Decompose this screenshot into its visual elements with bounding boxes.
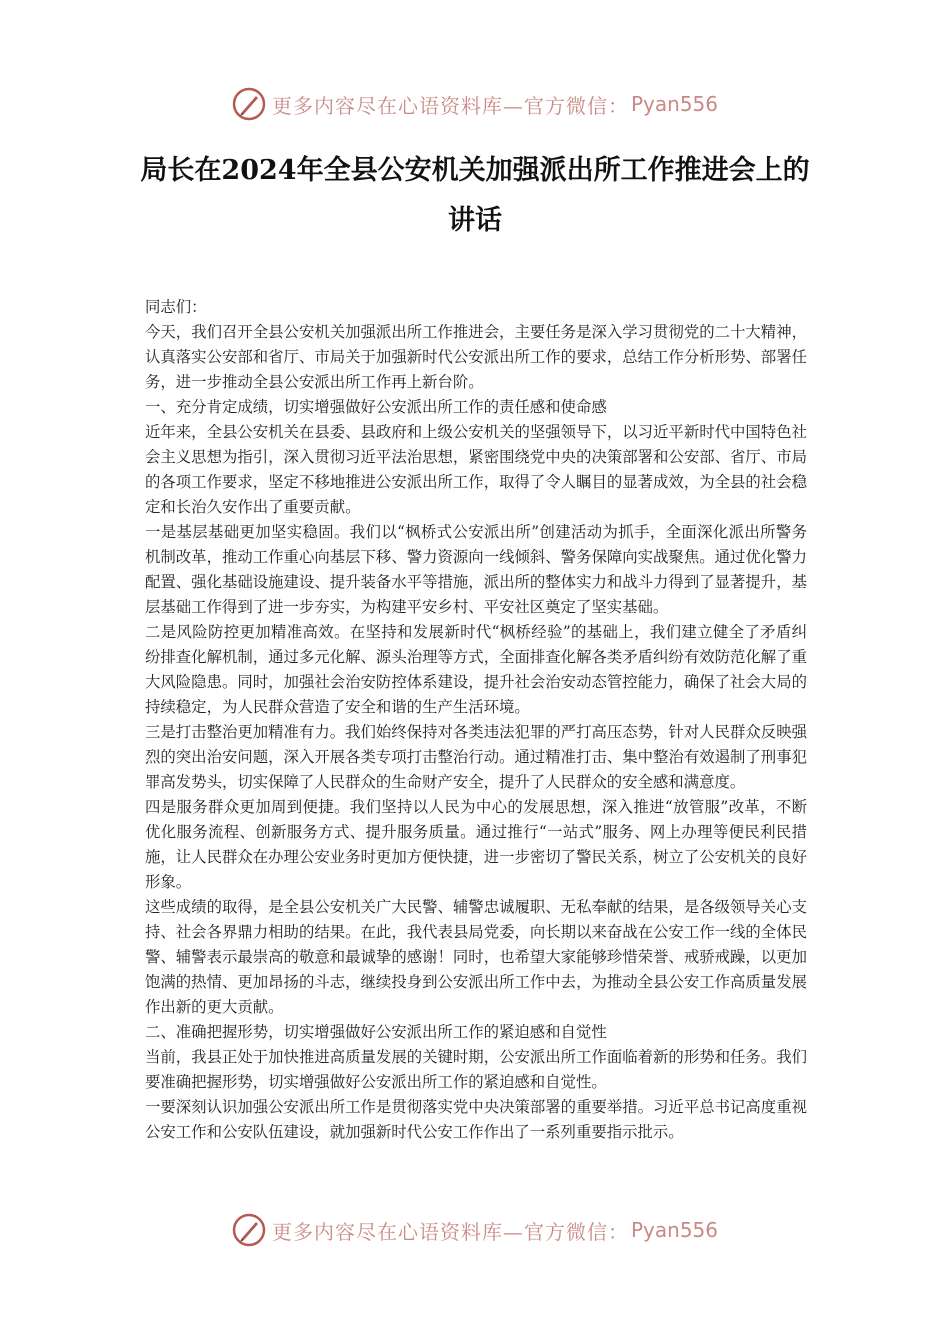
body-paragraph: 近年来，全县公安机关在县委、县政府和上级公安机关的坚强领导下，以习近平新时代中国特色社会主义思想为指引，深入贯彻习近平法治思想，紧密围绕党中央的决策部署和公安部、省厅、市局的各项工作要求，坚定不移地推进公安派出所工作，取得了令人瞩目的显著成效，为全县的社会稳定和长治久安作出了重要贡献。 — [145, 423, 807, 516]
salutation: 同志们： — [145, 298, 207, 316]
document-title: 局长在2024年全县公安机关加强派出所工作推进会上的讲话 — [140, 155, 810, 236]
body-paragraph: 当前，我县正处于加快推进高质量发展的关键时期，公安派出所工作面临着新的形势和任务。我们要准确把握形势，切实增强做好公安派出所工作的紧迫感和自觉性。 — [145, 1048, 807, 1091]
banner-text: 更多内容尽在心语资料库—官方微信： — [271, 1219, 629, 1244]
body-paragraph: 四是服务群众更加周到便捷。我们坚持以人民为中心的发展思想，深入推进“放管服”改革，不断优化服务流程、创新服务方式、提升服务质量。通过推行“一站式”服务、网上办理等便民利民措施，让人民群众在办理公安业务时更加方便快捷，进一步密切了警民关系，树立了公安机关的良好形象。 — [145, 798, 807, 891]
banner-wechat-id: Pyan556 — [630, 1218, 718, 1242]
section-heading: 二、准确把握形势，切实增强做好公安派出所工作的紧迫感和自觉性 — [145, 1023, 607, 1041]
banner-wechat-id: Pyan556 — [630, 92, 718, 116]
footer-watermark-banner — [0, 1210, 950, 1250]
pen-logo-icon — [232, 87, 266, 121]
document-body — [145, 295, 807, 1145]
body-paragraph: 一是基层基础更加坚实稳固。我们以“枫桥式公安派出所”创建活动为抓手，全面深化派出所警务机制改革，推动工作重心向基层下移、警力资源向一线倾斜、警务保障向实战聚焦。通过优化警力配置、强化基础设施建设、提升装备水平等措施，派出所的整体实力和战斗力得到了显著提升，基层基础工作得到了进一步夯实，为构建平安乡村、平安社区奠定了坚实基础。 — [145, 523, 807, 616]
body-paragraph: 三是打击整治更加精准有力。我们始终保持对各类违法犯罪的严打高压态势，针对人民群众反映强烈的突出治安问题，深入开展各类专项打击整治行动。通过精准打击、集中整治有效遏制了刑事犯罪高发势头，切实保障了人民群众的生命财产安全，提升了人民群众的安全感和满意度。 — [145, 723, 807, 791]
body-paragraph: 二是风险防控更加精准高效。在坚持和发展新时代“枫桥经验”的基础上，我们建立健全了矛盾纠纷排查化解机制，通过多元化解、源头治理等方式，全面排查化解各类矛盾纠纷有效防范化解了重大风险隐患。同时，加强社会治安防控体系建设，提升社会治安动态管控能力，确保了社会大局的持续稳定，为人民群众营造了安全和谐的生产生活环境。 — [145, 623, 807, 716]
pen-logo-icon — [232, 1213, 266, 1247]
body-paragraph: 今天，我们召开全县公安机关加强派出所工作推进会，主要任务是深入学习贯彻党的二十大精神，认真落实公安部和省厅、市局关于加强新时代公安派出所工作的要求，总结工作分析形势、部署任务，进一步推动全县公安派出所工作再上新台阶。 — [145, 323, 807, 391]
section-heading: 一、充分肯定成绩，切实增强做好公安派出所工作的责任感和使命感 — [145, 398, 607, 416]
header-watermark-banner — [0, 84, 950, 124]
body-paragraph: 一要深刻认识加强公安派出所工作是贯彻落实党中央决策部署的重要举措。习近平总书记高度重视公安工作和公安队伍建设，就加强新时代公安工作作出了一系列重要指示批示。 — [145, 1098, 807, 1141]
banner-text: 更多内容尽在心语资料库—官方微信： — [271, 93, 629, 118]
body-paragraph: 这些成绩的取得，是全县公安机关广大民警、辅警忠诚履职、无私奉献的结果，是各级领导关心支持、社会各界鼎力相助的结果。在此，我代表县局党委，向长期以来奋战在公安工作一线的全体民警、辅警表示最崇高的敬意和最诚挚的感谢！同时，也希望大家能够珍惜荣誉、戒骄戒躁，以更加饱满的热情、更加昂扬的斗志，继续投身到公安派出所工作中去，为推动全县公安工作高质量发展作出新的更大贡献。 — [145, 898, 807, 1016]
